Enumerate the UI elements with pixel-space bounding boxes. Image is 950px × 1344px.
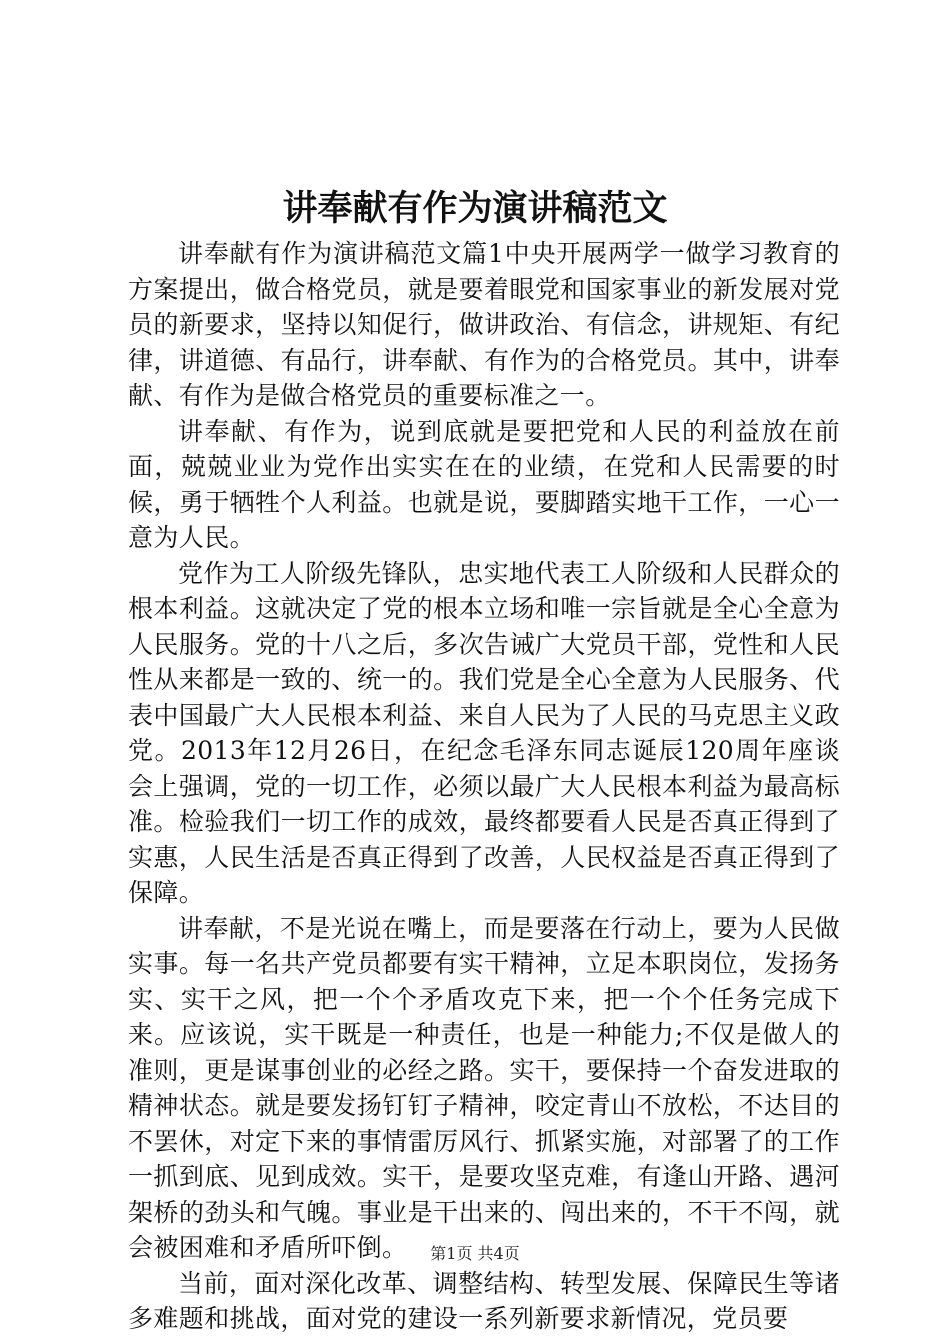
paragraph-5: 当前，面对深化改革、调整结构、转型发展、保障民生等诸多难题和挑战，面对党的建设一系列新要求新情况，党员要	[128, 1268, 840, 1333]
page-number-footer: 第1页 共4页	[430, 1244, 520, 1263]
paragraph-4: 讲奉献，不是光说在嘴上，而是要落在行动上，要为人民做实事。每一名共产党员都要有实干精神，立足本职岗位，发扬务实、实干之风，把一个个矛盾攻克下来，把一个个任务完成下来。应该说，实干既是一种责任，也是一种能力;不仅是做人的准则，更是谋事创业的必经之路。实干，要保持一个奋发进取的精神状态。就是要发扬钉钉子精神，咬定青山不放松，不达目的不罢休，对定下来的事情雷厉风行、抓紧实施，对部署了的工作一抓到底、见到成效。实干，是要攻坚克难，有逢山开路、遇河架桥的劲头和气魄。事业是干出来的、闯出来的，不干不闯，就会被困难和矛盾所吓倒。	[128, 913, 840, 1262]
paragraph-3: 党作为工人阶级先锋队，忠实地代表工人阶级和人民群众的根本利益。这就决定了党的根本立场和唯一宗旨就是全心全意为人民服务。党的十八之后，多次告诫广大党员干部，党性和人民性从来都是一致的、统一的。我们党是全心全意为人民服务、代表中国最广大人民根本利益、来自人民为了人民的马克思主义政党。2013年12月26日，在纪念毛泽东同志诞辰120周年座谈会上强调，党的一切工作，必须以最广大人民根本利益为最高标准。检验我们一切工作的成效，最终都要看人民是否真正得到了实惠，人民生活是否真正得到了改善，人民权益是否真正得到了保障。	[128, 558, 840, 907]
paragraph-1: 讲奉献有作为演讲稿范文篇1中央开展两学一做学习教育的方案提出，做合格党员，就是要着眼党和国家事业的新发展对党员的新要求，坚持以知促行，做讲政治、有信念，讲规矩、有纪律，讲道德、有品行，讲奉献、有作为的合格党员。其中，讲奉献、有作为是做合格党员的重要标准之一。	[128, 239, 840, 410]
document-title: 讲奉献有作为演讲稿范文	[282, 188, 668, 229]
paragraph-2: 讲奉献、有作为，说到底就是要把党和人民的利益放在前面，兢兢业业为党作出实实在在的业绩，在党和人民需要的时候，勇于牺牲个人利益。也就是说，要脚踏实地干工作，一心一意为人民。	[128, 416, 840, 552]
document-body	[128, 236, 840, 1337]
